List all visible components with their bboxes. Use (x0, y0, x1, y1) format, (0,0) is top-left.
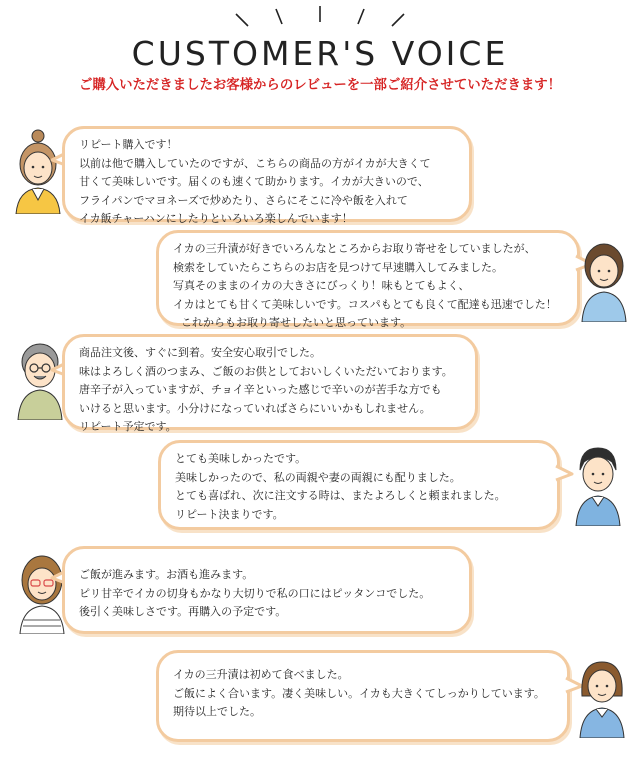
review-text: リピート購入です！ (79, 138, 178, 151)
review-text: 味はよろしく酒のつまみ、ご飯のお供としておいしくいただいております。 (79, 364, 453, 378)
review-text: これからもお取り寄せしたいと思っています。 (181, 316, 412, 329)
review-bubble (62, 334, 478, 433)
review-bubble (156, 230, 580, 329)
review-text: イカの三升漬が好きでいろんなところからお取り寄せをしていましたが、 (173, 242, 536, 255)
page-title: CUSTOMER'S VOICE (131, 34, 509, 73)
review-text: イカの三升漬は初めて食べました。 (173, 668, 349, 681)
review-text: 美味しかったので、私の両親や妻の両親にも配りました。 (175, 470, 461, 484)
review-bubble (158, 440, 560, 530)
review-text: 唐辛子が入っていますが、チョイ辛といった感じで辛いのが苦手な方でも (79, 383, 442, 396)
woman-bob-avatar-icon (574, 652, 630, 738)
review-text: フライパンでマヨネーズで炒めたり、さらにそこに冷や飯を入れて (79, 193, 408, 207)
review-bubble (62, 546, 472, 634)
review-bubble (156, 650, 570, 742)
review-text: とても喜ばれ、次に注文する時は、またよろしくと頼まれました。 (175, 489, 506, 502)
man-avatar-icon (570, 440, 626, 526)
review-text: 甘くて美味しいです。届くのも速くて助かります。イカが大きいので、 (79, 175, 429, 188)
review-text: ご飯が進みます。お酒も進みます。 (79, 568, 254, 581)
review-text: リピート予定です。 (79, 420, 177, 433)
woman-bun-avatar-icon (10, 128, 66, 214)
review-text: 検索をしていたらこちらのお店を見つけて早速購入してみました。 (173, 260, 503, 274)
page-subtitle: ご購入いただきましたお客様からのレビューを一部ご紹介させていただきます！ (78, 78, 562, 93)
review-text: 写真そのままのイカの大きさにびっくり！味もとてもよく、 (173, 279, 470, 292)
review-text: イカはとても甘くて美味しいです。コスパもとても良くて配達も迅速でした！ (173, 297, 557, 311)
review-text: 商品注文後、すぐに到着。安全安心取引でした。 (79, 346, 321, 359)
review-text: 以前は他で購入していたのですが、こちらの商品の方がイカが大きくて (79, 156, 431, 170)
review-text: ご飯によく合います。凄く美味しい。イカも大きくてしっかりしています。 (173, 686, 545, 700)
review-text: リピート決まりです。 (175, 507, 284, 521)
woman-short-hair-avatar-icon (576, 236, 632, 322)
review-text: いけると思います。小分けになっていればさらにいいかもしれません。 (79, 401, 431, 415)
review-text: ピリ甘辛でイカの切身もかなり大切りで私の口にはピッタンコでした。 (79, 586, 431, 600)
review-text: 後引く美味しさです。再購入の予定です。 (79, 605, 287, 618)
review-bubble (62, 126, 472, 225)
review-text: イカ飯チャーハンにしたりといろいろ楽しんでいます！ (79, 212, 353, 225)
review-text: 期待以上でした。 (173, 705, 261, 718)
review-text: とても美味しかったです。 (175, 452, 307, 465)
